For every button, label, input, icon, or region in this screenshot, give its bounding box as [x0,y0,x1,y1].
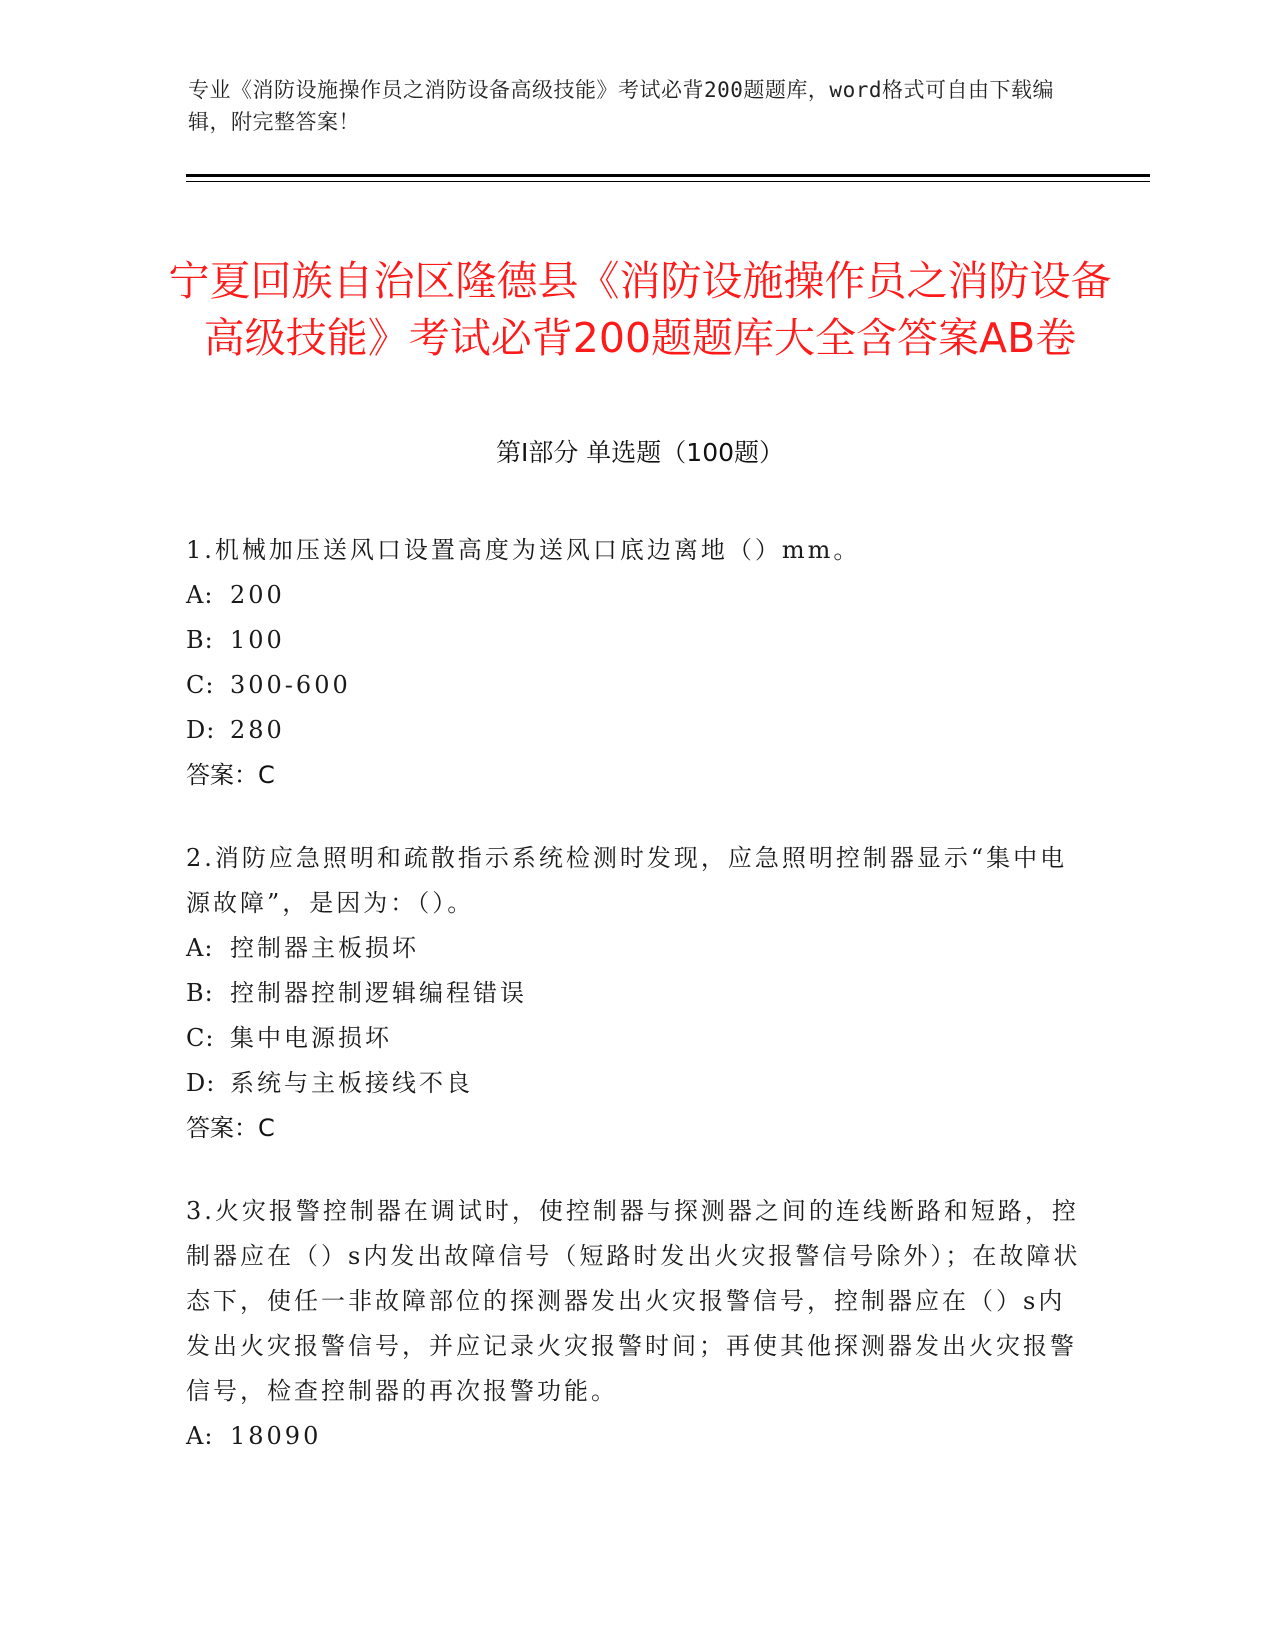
option-text: 100 [230,626,285,654]
option-a [186,1414,1086,1459]
question-2 [186,836,1086,1151]
option-a [186,926,1086,971]
option-letter: B: [186,979,214,1007]
question-stem: 3.火灾报警控制器在调试时，使控制器与探测器之间的连线断路和短路，控制器应在（）s内发出故障信号（短路时发出火灾报警信号除外）；在故障状态下，使任一非故障部位的探测器发出火灾报警信号，控制器应在（）s内发出火灾报警信号，并应记录火灾报警时间；再使其他探测器发出火灾报警信号，检查控制器的再次报警功能。 [186,1197,1081,1405]
option-letter: C: [186,671,215,699]
option-c [186,663,1086,708]
answer: 答案：C [186,1114,275,1142]
option-text: 200 [230,581,285,609]
option-text: 280 [230,716,285,744]
option-d [186,708,1086,753]
question-stem: 2.消防应急照明和疏散指示系统检测时发现，应急照明控制器显示“集中电源故障”，是因为：（）。 [186,844,1068,917]
option-c [186,1016,1086,1061]
question-1 [186,528,1086,798]
question-stem: 1.机械加压送风口设置高度为送风口底边离地（）mm。 [186,536,861,564]
option-letter: D: [186,716,216,744]
header-note: 专业《消防设施操作员之消防设备高级技能》考试必背200题题库，word格式可自由下载编辑，附完整答案！ [188,78,1054,134]
question-list [186,528,1086,1497]
option-text: 300-600 [230,671,351,699]
option-text: 18090 [230,1422,322,1450]
option-text: 控制器主板损坏 [230,934,419,962]
option-b [186,618,1086,663]
option-text: 控制器控制逻辑编程错误 [230,979,527,1007]
document-title: 宁夏回族自治区隆德县《消防设施操作员之消防设备高级技能》考试必背200题题库大全含答案AB卷 [168,257,1112,363]
option-letter: B: [186,626,214,654]
option-text: 系统与主板接线不良 [230,1069,473,1097]
option-letter: A: [186,934,214,962]
option-a [186,573,1086,618]
question-3 [186,1189,1086,1459]
option-letter: A: [186,581,214,609]
option-b [186,971,1086,1016]
option-text: 集中电源损坏 [230,1024,392,1052]
option-letter: D: [186,1069,216,1097]
section-title: 第I部分 单选题（100题） [495,438,785,467]
header-rule-thick [186,174,1150,177]
option-d [186,1061,1086,1106]
header-rule-thin [186,181,1150,182]
option-letter: A: [186,1422,214,1450]
answer: 答案：C [186,761,275,789]
option-letter: C: [186,1024,215,1052]
